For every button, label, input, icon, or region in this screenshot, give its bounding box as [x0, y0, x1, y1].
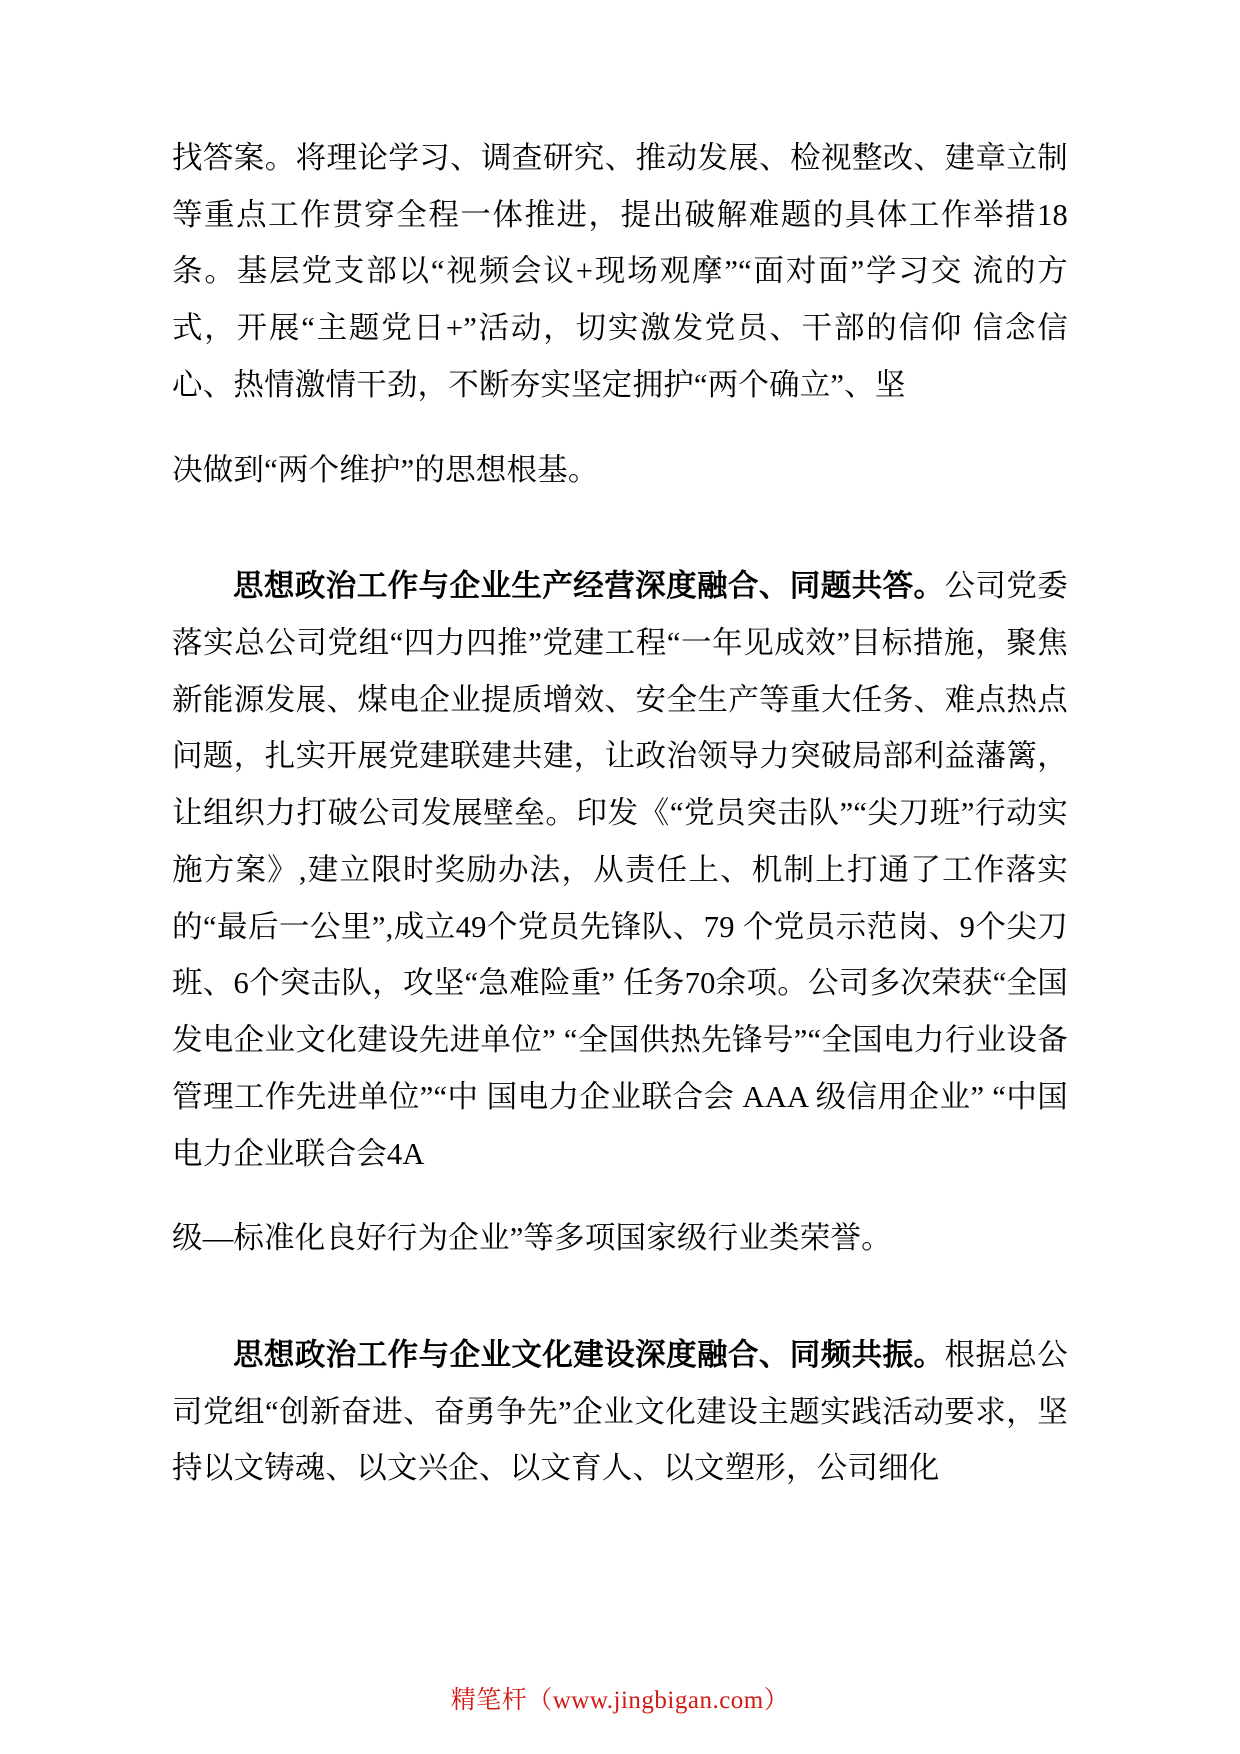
paragraph-spacer: [172, 1267, 1068, 1327]
paragraph-4: 级—标准化良好行为企业”等多项国家级行业类荣誉。: [172, 1221, 892, 1256]
paragraph-3-text: 公司党委落实总公司党组“四力四推”党建工程“一年见成效”目标措施，聚焦新能源发展、煤电企业提质增效、安全生产等重大任务、难点热点问题，扎实开展党建联建共建，让政治领导力突破局部利益藩篱，让组织力打破公司发展壁垒。印发《“党员突击队”“尖刀班”行动实施方案》,建立限时奖励办法，从责任上、机制上打通了工作落实的“最后一公里”,成立49个党员先锋队、79 个党员示范岗、9个尖刀班、6个突击队，攻坚“急难险重” 任务70余项。公司多次荣获“全国发电企业文化建设先进单位” “全国供热先锋号”“全国电力行业设备管理工作先进单位”“中 国电力企业联合会 AAA 级信用企业” “中国电力企业联合会4A: [172, 569, 1068, 1171]
document-body: [172, 130, 1068, 1497]
paragraph-1: 找答案。将理论学习、调查研究、推动发展、检视整改、建章立制等重点工作贯穿全程一体推进，提出破解难题的具体工作举措18条。基层党支部以“视频会议+现场观摩”“面对面”学习交 流的方式，开展“主题党日+”活动，切实激发党员、干部的信仰 信念信心、热情激情干劲，不断夯实坚定拥护“两个确立”、坚: [172, 141, 1068, 402]
paragraph-5: [172, 1327, 1068, 1497]
paragraph-spacer: [172, 1182, 1068, 1210]
paragraph-2: 决做到“两个维护”的思想根基。: [172, 452, 599, 487]
paragraph-3-lead: 思想政治工作与企业生产经营深度融合、同题共答。: [233, 569, 945, 604]
footer-watermark: 精笔杆（www.jingbigan.com）: [450, 1687, 790, 1714]
paragraph-spacer: [172, 414, 1068, 442]
paragraph-5-text: 根据总公司党组“创新奋进、奋勇争先”企业文化建设主题实践活动要求，坚持以文铸魂、以文兴企、以文育人、以文塑形，公司细化: [172, 1337, 1068, 1486]
paragraph-spacer: [172, 498, 1068, 558]
paragraph-5-lead: 思想政治工作与企业文化建设深度融合、同频共振。: [233, 1337, 945, 1372]
paragraph-3: [172, 558, 1068, 1182]
